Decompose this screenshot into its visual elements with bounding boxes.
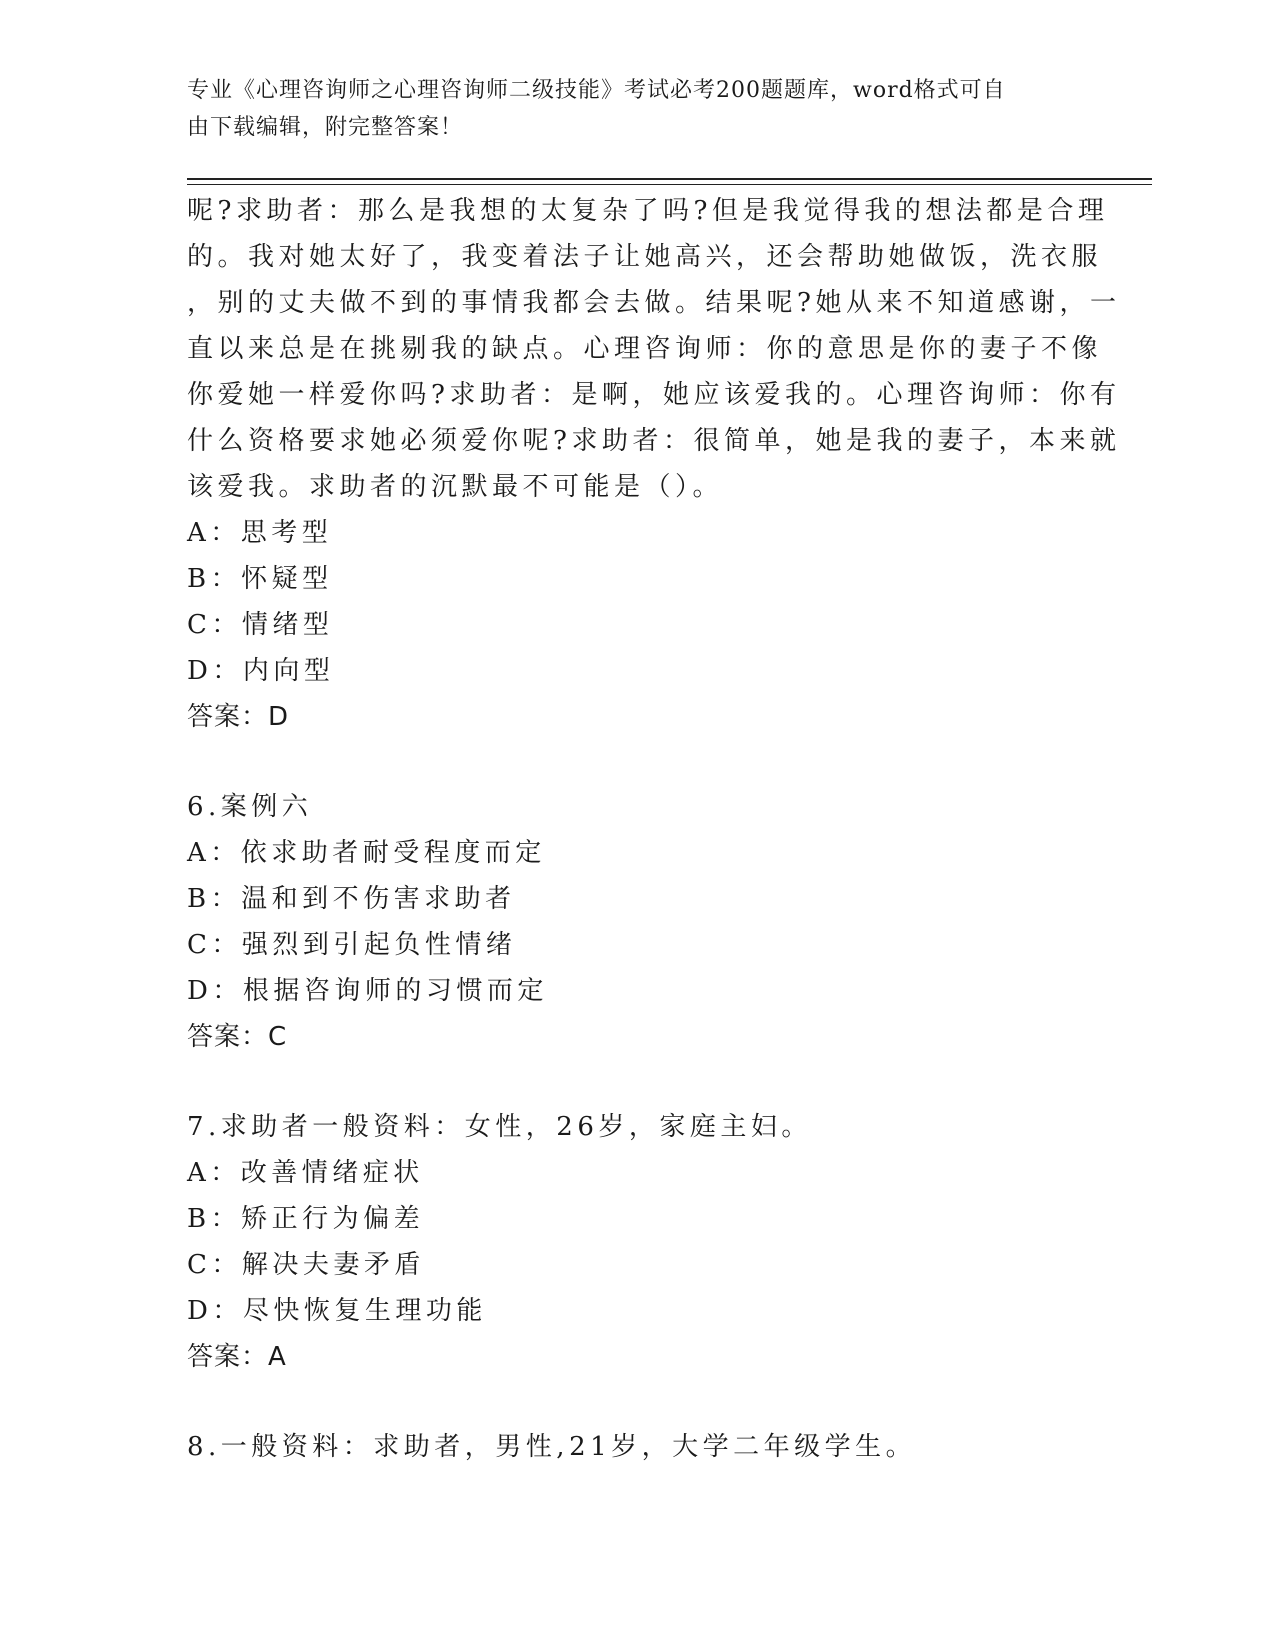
question-5-line: 该爱我。求助者的沉默最不可能是（）。 (187, 472, 724, 502)
question-5-line: 什么资格要求她必须爱你呢?求助者：很简单，她是我的妻子，本来就 (187, 426, 1121, 456)
question-7-option-a: A：改善情绪症状 (187, 1158, 424, 1188)
page-header (187, 72, 1067, 146)
header-line-1: 专业《心理咨询师之心理咨询师二级技能》考试必考200题题库，word格式可自 (187, 78, 1006, 103)
question-5-line: 呢?求助者：那么是我想的太复杂了吗?但是我觉得我的想法都是合理 (187, 196, 1109, 226)
question-5-line: 的。我对她太好了，我变着法子让她高兴，还会帮助她做饭，洗衣服 (187, 242, 1103, 272)
question-7-option-b: B：矫正行为偏差 (187, 1204, 425, 1234)
header-divider-thick (187, 178, 1152, 180)
question-7-option-d: D：尽快恢复生理功能 (187, 1296, 487, 1326)
question-6-option-a: A：依求助者耐受程度而定 (187, 838, 546, 868)
question-7-title: 7.求助者一般资料：女性，26岁，家庭主妇。 (187, 1112, 812, 1142)
question-5-text (187, 188, 1121, 510)
question-5-option-d: D：内向型 (187, 656, 335, 686)
header-line-2: 由下载编辑，附完整答案！ (187, 115, 464, 140)
question-7-option-c: C：解决夫妻矛盾 (187, 1250, 425, 1280)
question-5-option-c: C：情绪型 (187, 610, 334, 640)
document-body (187, 188, 1121, 1470)
question-5-option-a: A：思考型 (187, 518, 333, 548)
question-6-title: 6.案例六 (187, 792, 313, 822)
question-8-title: 8.一般资料：求助者，男性,21岁，大学二年级学生。 (187, 1432, 917, 1462)
header-divider-thin (187, 184, 1152, 185)
question-6-answer: 答案：C (187, 1022, 288, 1052)
question-6-option-c: C：强烈到引起负性情绪 (187, 930, 517, 960)
question-5-line: 你爱她一样爱你吗?求助者：是啊，她应该爱我的。心理咨询师：你有 (187, 380, 1121, 410)
spacer (187, 1060, 1087, 1104)
question-5-line: 直以来总是在挑剔我的缺点。心理咨询师：你的意思是你的妻子不像 (187, 334, 1103, 364)
question-7-answer: 答案：A (187, 1342, 287, 1372)
question-6-option-d: D：根据咨询师的习惯而定 (187, 976, 548, 1006)
question-5-answer: 答案：D (187, 702, 290, 732)
question-5-line: ，别的丈夫做不到的事情我都会去做。结果呢?她从来不知道感谢，一 (187, 288, 1121, 318)
spacer (187, 740, 1087, 784)
question-5-option-b: B：怀疑型 (187, 564, 333, 594)
question-6-option-b: B：温和到不伤害求助者 (187, 884, 516, 914)
spacer (187, 1380, 1087, 1424)
